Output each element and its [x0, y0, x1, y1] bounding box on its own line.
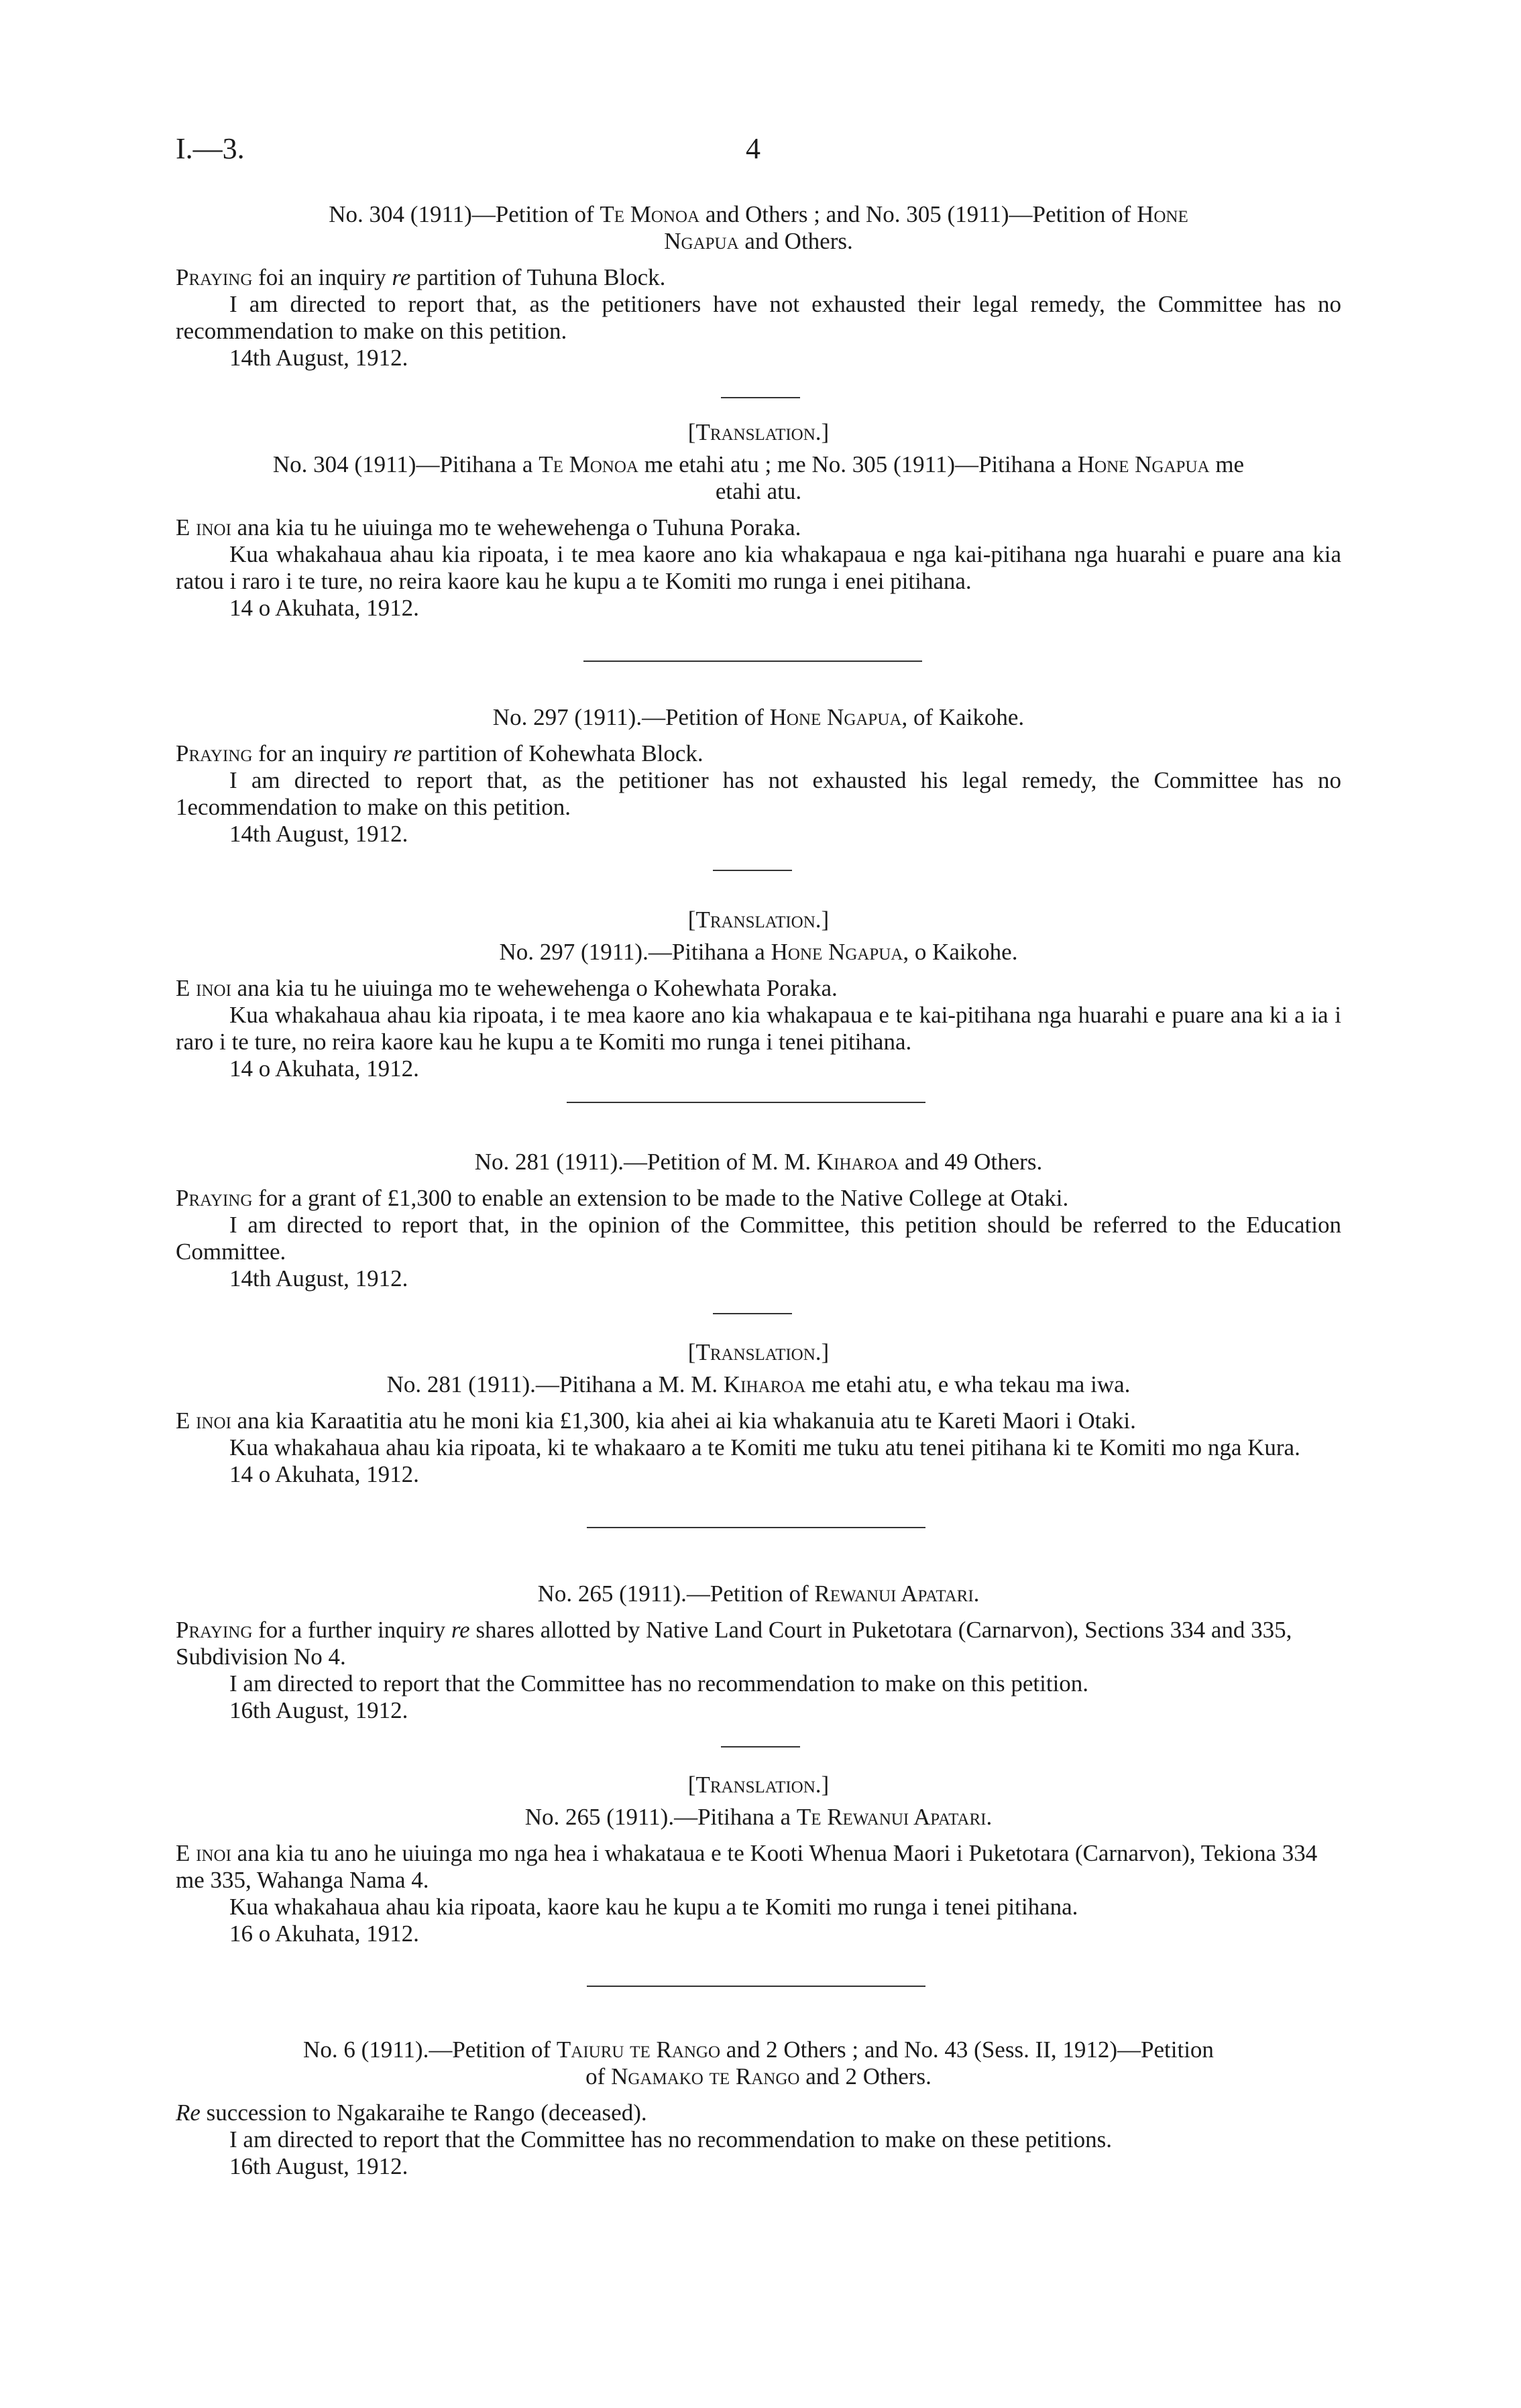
divider-long	[587, 1527, 925, 1528]
translation-heading: [Translation.]	[687, 907, 830, 933]
report-date: 14th August, 1912.	[229, 345, 408, 371]
translation-section	[176, 419, 1341, 622]
report-date: 14 o Akuhata, 1912.	[229, 595, 419, 621]
divider-long	[587, 1986, 925, 1987]
report-text: I am directed to report that the Committee has no recommendation to make on this petition.	[229, 1670, 1089, 1697]
report-date: 14th August, 1912.	[229, 1265, 408, 1292]
petition-title: No. 265 (1911).—Petition of Rewanui Apatari.	[537, 1581, 980, 1607]
report-text: Kua whakahaua ahau kia ripoata, ki te whakaaro a te Komiti me tuku atu tenei pitihana ki te Komiti mo nga Kura.	[229, 1434, 1300, 1460]
report-text: Kua whakahaua ahau kia ripoata, kaore kau he kupu a te Komiti mo runga i tenei pitihana.	[229, 1894, 1078, 1920]
divider-short	[713, 870, 792, 871]
petition-title: No. 304 (1911)—Petition of Te Monoa and Others ; and No. 305 (1911)—Petition of Hone Ngapua and Others.	[329, 201, 1188, 254]
petition-title: No. 6 (1911).—Petition of Taiuru te Rango and 2 Others ; and No. 43 (Sess. II, 1912)—Petition of Ngamako te Rango and 2 Others.	[303, 2037, 1214, 2089]
petition-title: No. 281 (1911).—Pitihana a M. M. Kiharoa me etahi atu, e wha tekau ma iwa.	[386, 1371, 1131, 1397]
petition-title: No. 281 (1911).—Petition of M. M. Kiharoa and 49 Others.	[474, 1149, 1043, 1175]
report-text: Kua whakahaua ahau kia ripoata, i te mea kaore ano kia whakapaua e te kai-pitihana nga huarahi e puare ana ki a ia i raro i te ture, no reira kaore kau he kupu a te Komiti mo runga i tenei pitihana.	[176, 1002, 1341, 1055]
page-number: 4	[746, 132, 760, 165]
report-text: I am directed to report that, in the opinion of the Committee, this petition should be referred to the Education Committee.	[176, 1212, 1341, 1265]
translation-heading: [Translation.]	[687, 419, 830, 445]
divider-long	[583, 661, 922, 662]
praying-line: Re succession to Ngakaraihe te Rango (deceased).	[176, 2100, 647, 2126]
report-text: I am directed to report that the Committee has no recommendation to make on these petitions.	[229, 2126, 1113, 2153]
petition-title: No. 304 (1911)—Pitihana a Te Monoa me etahi atu ; me No. 305 (1911)—Pitihana a Hone Ngapua me etahi atu.	[272, 451, 1245, 504]
document-reference: I.—3.	[176, 132, 245, 165]
petition-section	[176, 1149, 1341, 1292]
report-text: Kua whakahaua ahau kia ripoata, i te mea kaore ano kia whakapaua e nga kai-pitihana nga huarahi e puare ana kia ratou i raro i te ture, no reira kaore kau he kupu a te Komiti mo runga i enei pitihana.	[176, 541, 1341, 594]
report-date: 16th August, 1912.	[229, 1697, 408, 1723]
translation-section	[176, 907, 1341, 1082]
report-date: 16th August, 1912.	[229, 2153, 408, 2179]
report-text: I am directed to report that, as the petitioner has not exhausted his legal remedy, the Committee has no 1ecommendation to make on this petition.	[176, 767, 1341, 820]
petition-title: No. 297 (1911).—Petition of Hone Ngapua, of Kaikohe.	[492, 704, 1025, 730]
praying-line: E inoi ana kia tu he uiuinga mo te wehewehenga o Tuhuna Poraka.	[176, 514, 801, 540]
report-text: I am directed to report that, as the petitioners have not exhausted their legal remedy, the Committee has no recommendation to make on this petition.	[176, 291, 1341, 344]
petition-title: No. 297 (1911).—Pitihana a Hone Ngapua, o Kaikohe.	[499, 939, 1018, 965]
petition-section	[176, 201, 1341, 371]
praying-line: Praying for a grant of £1,300 to enable an extension to be made to the Native College at Otaki.	[176, 1185, 1069, 1211]
translation-heading: [Translation.]	[687, 1339, 830, 1365]
praying-line: Praying foi an inquiry re partition of Tuhuna Block.	[176, 264, 666, 290]
petition-title: No. 265 (1911).—Pitihana a Te Rewanui Apatari.	[524, 1804, 993, 1830]
translation-heading: [Translation.]	[687, 1772, 830, 1798]
petition-section	[176, 2037, 1341, 2180]
divider-short	[713, 1313, 792, 1314]
report-date: 14th August, 1912.	[229, 821, 408, 847]
divider-long	[567, 1102, 925, 1103]
praying-line: Praying for an inquiry re partition of Kohewhata Block.	[176, 740, 703, 766]
praying-line: E inoi ana kia tu he uiuinga mo te wehewehenga o Kohewhata Poraka.	[176, 975, 838, 1001]
divider-short	[721, 1746, 800, 1747]
praying-line: E inoi ana kia Karaatitia atu he moni kia £1,300, kia ahei ai kia whakanuia atu te Kareti Maori i Otaki.	[176, 1408, 1136, 1434]
report-date: 16 o Akuhata, 1912.	[229, 1920, 419, 1947]
praying-line: E inoi ana kia tu ano he uiuinga mo nga hea i whakataua e te Kooti Whenua Maori i Puketotara (Carnarvon), Tekiona 334 me 335, Wahanga Nama 4.	[176, 1840, 1318, 1893]
petition-section	[176, 1581, 1341, 1724]
report-date: 14 o Akuhata, 1912.	[229, 1461, 419, 1487]
petition-section	[176, 704, 1341, 848]
report-date: 14 o Akuhata, 1912.	[229, 1055, 419, 1082]
translation-section	[176, 1339, 1341, 1488]
praying-line: Praying for a further inquiry re shares allotted by Native Land Court in Puketotara (Carnarvon), Sections 334 and 335, Subdivision No 4.	[176, 1617, 1292, 1670]
translation-section	[176, 1772, 1341, 1947]
divider-short	[721, 397, 800, 398]
